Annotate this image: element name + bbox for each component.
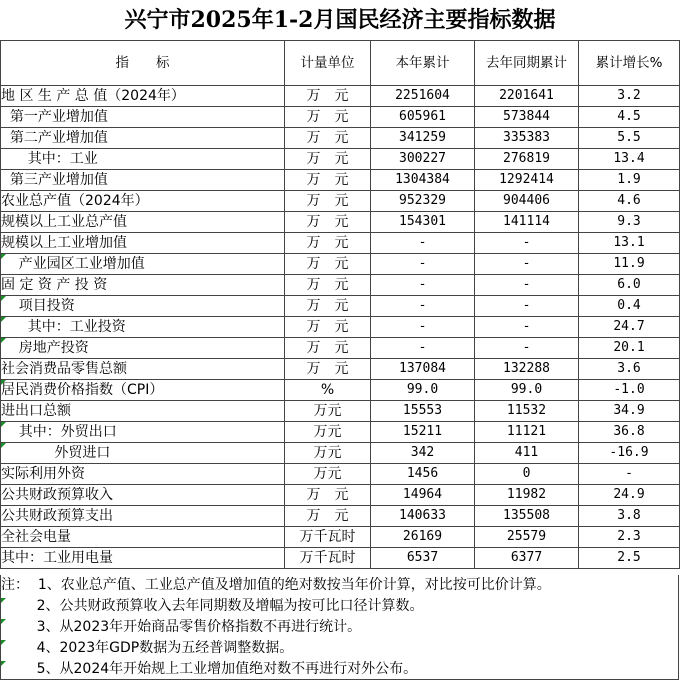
previous-value xyxy=(475,485,579,506)
table-row xyxy=(1,317,680,338)
current-value-text: 2251604 xyxy=(395,88,450,103)
cell-marker-icon xyxy=(1,443,6,448)
previous-value xyxy=(475,359,579,380)
current-value xyxy=(371,86,475,107)
growth-value-text: -16.9 xyxy=(609,445,649,460)
current-value-text: 154301 xyxy=(399,214,446,229)
current-value-text: - xyxy=(418,235,427,250)
previous-value-text: 573844 xyxy=(503,109,550,124)
indicator-name-text: 实际利用外资 xyxy=(1,466,85,482)
indicator-name xyxy=(1,338,285,359)
table-row xyxy=(1,485,680,506)
table-row xyxy=(1,338,680,359)
unit-cell-text: 万 元 xyxy=(306,487,349,503)
current-value-text: 342 xyxy=(410,445,435,460)
indicator-name xyxy=(1,506,285,527)
current-value xyxy=(371,254,475,275)
unit-cell-text: 万 元 xyxy=(306,361,349,377)
note-line xyxy=(1,575,678,596)
note-text: 2、公共财政预算收入去年同期数及增幅为按可比口径计算数。 xyxy=(1,598,424,614)
unit-cell xyxy=(285,149,371,170)
current-value-text: 1456 xyxy=(406,466,439,481)
previous-value xyxy=(475,212,579,233)
table-row xyxy=(1,506,680,527)
table-row xyxy=(1,275,680,296)
current-value xyxy=(371,233,475,254)
growth-value-text: 2.5 xyxy=(617,550,641,565)
cell-marker-icon xyxy=(1,640,6,645)
growth-value xyxy=(579,380,680,401)
table-row xyxy=(1,296,680,317)
growth-value-text: 9.3 xyxy=(617,214,641,229)
growth-value xyxy=(579,107,680,128)
current-value xyxy=(371,275,475,296)
table-row xyxy=(1,191,680,212)
growth-value-text: 13.4 xyxy=(613,151,645,166)
indicator-name xyxy=(1,128,285,149)
indicator-name-text: 规模以上工业总产值 xyxy=(1,214,127,230)
note-line xyxy=(1,617,678,638)
current-value-text: - xyxy=(418,319,427,334)
previous-value xyxy=(475,86,579,107)
unit-cell xyxy=(285,296,371,317)
unit-cell-text: 万 元 xyxy=(306,508,349,524)
previous-value xyxy=(475,191,579,212)
previous-value-text: 132288 xyxy=(503,361,550,376)
page-title: 兴宁市2025年1-2月国民经济主要指标数据 xyxy=(124,7,556,33)
indicator-name-text: 地 区 生 产 总 值（2024年） xyxy=(1,88,185,104)
current-value xyxy=(371,380,475,401)
previous-value-text: 25579 xyxy=(506,529,547,544)
growth-value-text: - xyxy=(625,466,633,481)
growth-value xyxy=(579,422,680,443)
current-value xyxy=(371,317,475,338)
unit-cell xyxy=(285,527,371,548)
previous-value xyxy=(475,317,579,338)
note-text: 3、从2023年开始商品零售价格指数不再进行统计。 xyxy=(1,619,362,635)
unit-cell-text: 万元 xyxy=(313,445,342,461)
current-value-text: 99.0 xyxy=(406,382,439,397)
indicator-name xyxy=(1,296,285,317)
current-value xyxy=(371,149,475,170)
unit-cell-text: 万 元 xyxy=(306,214,349,230)
unit-cell xyxy=(285,506,371,527)
current-value xyxy=(371,443,475,464)
table-row xyxy=(1,212,680,233)
current-value-text: 15553 xyxy=(402,403,443,418)
growth-value xyxy=(579,338,680,359)
indicator-name xyxy=(1,380,285,401)
previous-value-text: 904406 xyxy=(503,193,550,208)
current-value xyxy=(371,401,475,422)
growth-value xyxy=(579,275,680,296)
unit-cell-text: 万千瓦时 xyxy=(299,550,356,566)
growth-value xyxy=(579,485,680,506)
previous-value xyxy=(475,275,579,296)
indicator-name-text: 其中：工业投资 xyxy=(1,319,126,335)
table-body xyxy=(1,86,680,569)
cell-marker-icon xyxy=(1,296,6,301)
previous-value-text: - xyxy=(522,235,531,250)
indicator-name-text: 第三产业增加值 xyxy=(1,172,108,188)
growth-value-text: 3.8 xyxy=(617,508,641,523)
unit-cell-text: 万元 xyxy=(313,424,342,440)
previous-value-text: 411 xyxy=(514,445,539,460)
current-value xyxy=(371,296,475,317)
indicator-name-text: 居民消费价格指数（CPI） xyxy=(1,382,164,398)
unit-cell xyxy=(285,443,371,464)
current-value xyxy=(371,422,475,443)
unit-cell-text: 万千瓦时 xyxy=(299,529,356,545)
growth-value xyxy=(579,359,680,380)
previous-value xyxy=(475,464,579,485)
current-value-text: 300227 xyxy=(399,151,446,166)
previous-value xyxy=(475,443,579,464)
unit-cell-text: 万 元 xyxy=(306,172,349,188)
indicator-name-text: 农业总产值（2024年） xyxy=(1,193,149,209)
unit-cell-text: 万 元 xyxy=(306,256,349,272)
unit-cell xyxy=(285,464,371,485)
previous-value-text: 11982 xyxy=(506,487,547,502)
note-text: 5、从2024年开始规上工业增加值绝对数不再进行对外公布。 xyxy=(1,661,418,677)
indicator-name xyxy=(1,527,285,548)
growth-value xyxy=(579,86,680,107)
growth-value xyxy=(579,401,680,422)
growth-value-text: 11.9 xyxy=(613,256,645,271)
previous-value-text: 11121 xyxy=(506,424,547,439)
current-value xyxy=(371,338,475,359)
growth-value xyxy=(579,212,680,233)
growth-value-text: 36.8 xyxy=(613,424,645,439)
previous-value xyxy=(475,107,579,128)
previous-value xyxy=(475,128,579,149)
previous-value xyxy=(475,506,579,527)
previous-value-text: 0 xyxy=(522,466,531,481)
unit-cell-text: 万元 xyxy=(313,403,342,419)
indicator-name-text: 进出口总额 xyxy=(1,403,71,419)
growth-value xyxy=(579,296,680,317)
indicator-name-text: 规模以上工业增加值 xyxy=(1,235,127,251)
current-value xyxy=(371,485,475,506)
header-indicator: 指 标 xyxy=(1,41,285,86)
header-previous: 去年同期累计 xyxy=(475,41,579,86)
unit-cell xyxy=(285,485,371,506)
growth-value xyxy=(579,170,680,191)
indicator-name-text: 固 定 资 产 投 资 xyxy=(1,277,108,293)
table-row xyxy=(1,170,680,191)
indicator-name xyxy=(1,275,285,296)
indicator-name-text: 第一产业增加值 xyxy=(1,109,108,125)
previous-value xyxy=(475,548,579,569)
previous-value xyxy=(475,527,579,548)
unit-cell xyxy=(285,422,371,443)
current-value-text: - xyxy=(418,256,427,271)
table-row xyxy=(1,527,680,548)
current-value xyxy=(371,548,475,569)
table-row xyxy=(1,107,680,128)
previous-value xyxy=(475,170,579,191)
previous-value xyxy=(475,338,579,359)
current-value-text: 26169 xyxy=(402,529,443,544)
growth-value-text: 24.9 xyxy=(613,487,645,502)
previous-value-text: - xyxy=(522,298,531,313)
growth-value-text: 2.3 xyxy=(617,529,641,544)
table-row xyxy=(1,254,680,275)
current-value xyxy=(371,128,475,149)
current-value xyxy=(371,464,475,485)
growth-value xyxy=(579,149,680,170)
previous-value-text: 2201641 xyxy=(499,88,554,103)
current-value xyxy=(371,359,475,380)
table-row xyxy=(1,233,680,254)
unit-cell xyxy=(285,401,371,422)
unit-cell-text: % xyxy=(320,382,335,398)
unit-cell-text: 万元 xyxy=(313,466,342,482)
current-value xyxy=(371,506,475,527)
current-value-text: 137084 xyxy=(399,361,446,376)
growth-value xyxy=(579,128,680,149)
cell-marker-icon xyxy=(1,661,6,666)
previous-value xyxy=(475,380,579,401)
current-value-text: 952329 xyxy=(399,193,446,208)
table-row xyxy=(1,86,680,107)
growth-value-text: 5.5 xyxy=(617,130,641,145)
previous-value-text: - xyxy=(522,256,531,271)
unit-cell xyxy=(285,170,371,191)
cell-marker-icon xyxy=(1,619,6,624)
indicator-name xyxy=(1,170,285,191)
cell-marker-icon xyxy=(1,380,6,385)
growth-value xyxy=(579,548,680,569)
unit-cell-text: 万 元 xyxy=(306,340,349,356)
current-value-text: - xyxy=(418,298,427,313)
unit-cell xyxy=(285,338,371,359)
indicator-name xyxy=(1,317,285,338)
previous-value xyxy=(475,422,579,443)
unit-cell xyxy=(285,548,371,569)
unit-cell xyxy=(285,86,371,107)
previous-value-text: - xyxy=(522,340,531,355)
growth-value xyxy=(579,527,680,548)
table-row xyxy=(1,401,680,422)
indicator-name-text: 其中：工业 xyxy=(1,151,98,167)
growth-value xyxy=(579,443,680,464)
growth-value-text: 3.6 xyxy=(617,361,641,376)
current-value-text: 341259 xyxy=(399,130,446,145)
indicator-name xyxy=(1,443,285,464)
previous-value-text: 99.0 xyxy=(510,382,543,397)
growth-value xyxy=(579,191,680,212)
indicator-name xyxy=(1,422,285,443)
growth-value-text: 34.9 xyxy=(613,403,645,418)
indicator-name xyxy=(1,464,285,485)
growth-value-text: 13.1 xyxy=(613,235,645,250)
note-line xyxy=(1,638,678,659)
indicator-name-text: 产业园区工业增加值 xyxy=(1,256,145,272)
table-row xyxy=(1,380,680,401)
growth-value-text: 0.4 xyxy=(617,298,641,313)
unit-cell xyxy=(285,359,371,380)
previous-value xyxy=(475,254,579,275)
indicator-name-text: 外贸进口 xyxy=(1,445,111,461)
unit-cell xyxy=(285,380,371,401)
current-value-text: 605961 xyxy=(399,109,446,124)
previous-value xyxy=(475,296,579,317)
header-current: 本年累计 xyxy=(371,41,475,86)
note-line xyxy=(1,596,678,617)
current-value-text: - xyxy=(418,277,427,292)
growth-value xyxy=(579,317,680,338)
current-value-text: - xyxy=(418,340,427,355)
indicator-name xyxy=(1,149,285,170)
current-value-text: 140633 xyxy=(399,508,446,523)
indicator-name xyxy=(1,401,285,422)
note-text: 4、2023年GDP数据为五经普调整数据。 xyxy=(1,640,294,656)
table-row xyxy=(1,359,680,380)
indicator-name xyxy=(1,485,285,506)
current-value xyxy=(371,191,475,212)
current-value-text: 15211 xyxy=(402,424,443,439)
previous-value-text: - xyxy=(522,277,531,292)
indicator-name-text: 项目投资 xyxy=(1,298,75,314)
previous-value-text: 1292414 xyxy=(499,172,554,187)
indicator-name-text: 公共财政预算收入 xyxy=(1,487,113,503)
previous-value-text: - xyxy=(522,319,531,334)
indicator-name-text: 其中：外贸出口 xyxy=(1,424,117,440)
unit-cell-text: 万 元 xyxy=(306,277,349,293)
cell-marker-icon xyxy=(1,317,6,322)
indicator-name-text: 公共财政预算支出 xyxy=(1,508,113,524)
previous-value-text: 335383 xyxy=(503,130,550,145)
previous-value-text: 135508 xyxy=(503,508,550,523)
growth-value-text: 20.1 xyxy=(613,340,645,355)
unit-cell-text: 万 元 xyxy=(306,193,349,209)
cell-marker-icon xyxy=(1,422,6,427)
cell-marker-icon xyxy=(1,254,6,259)
unit-cell-text: 万 元 xyxy=(306,319,349,335)
indicator-table xyxy=(0,40,680,569)
current-value xyxy=(371,527,475,548)
indicator-name xyxy=(1,254,285,275)
growth-value-text: 24.7 xyxy=(613,319,645,334)
previous-value xyxy=(475,233,579,254)
table-row xyxy=(1,422,680,443)
indicator-name-text: 全社会电量 xyxy=(1,529,71,545)
indicator-name-text: 其中：工业用电量 xyxy=(1,550,113,566)
header-growth: 累计增长% xyxy=(579,41,680,86)
unit-cell-text: 万 元 xyxy=(306,298,349,314)
unit-cell xyxy=(285,191,371,212)
notes-section xyxy=(0,575,679,680)
current-value-text: 6537 xyxy=(406,550,439,565)
growth-value-text: 3.2 xyxy=(617,88,641,103)
unit-cell xyxy=(285,128,371,149)
growth-value xyxy=(579,233,680,254)
unit-cell xyxy=(285,275,371,296)
note-line xyxy=(1,659,678,680)
unit-cell xyxy=(285,254,371,275)
table-row xyxy=(1,128,680,149)
cell-marker-icon xyxy=(1,598,6,603)
unit-cell-text: 万 元 xyxy=(306,130,349,146)
unit-cell xyxy=(285,233,371,254)
indicator-name-text: 房地产投资 xyxy=(1,340,89,356)
indicator-name xyxy=(1,107,285,128)
indicator-name xyxy=(1,233,285,254)
unit-cell xyxy=(285,317,371,338)
unit-cell xyxy=(285,107,371,128)
table-row xyxy=(1,548,680,569)
current-value-text: 14964 xyxy=(402,487,443,502)
growth-value-text: 4.5 xyxy=(617,109,641,124)
growth-value xyxy=(579,254,680,275)
indicator-name xyxy=(1,86,285,107)
indicator-name xyxy=(1,212,285,233)
header-unit: 计量单位 xyxy=(285,41,371,86)
table-row xyxy=(1,443,680,464)
unit-cell-text: 万 元 xyxy=(306,109,349,125)
growth-value-text: 6.0 xyxy=(617,277,641,292)
current-value xyxy=(371,170,475,191)
previous-value-text: 6377 xyxy=(510,550,543,565)
previous-value-text: 141114 xyxy=(503,214,550,229)
growth-value xyxy=(579,506,680,527)
cell-marker-icon xyxy=(1,338,6,343)
previous-value-text: 11532 xyxy=(506,403,547,418)
indicator-name xyxy=(1,191,285,212)
unit-cell xyxy=(285,212,371,233)
unit-cell-text: 万 元 xyxy=(306,151,349,167)
indicator-name xyxy=(1,548,285,569)
growth-value-text: -1.0 xyxy=(613,382,645,397)
indicator-name-text: 社会消费品零售总额 xyxy=(1,361,127,377)
table-header-row xyxy=(1,41,680,86)
previous-value xyxy=(475,149,579,170)
indicator-name-text: 第二产业增加值 xyxy=(1,130,108,146)
growth-value-text: 4.6 xyxy=(617,193,641,208)
table-row xyxy=(1,149,680,170)
note-text: 注： 1、农业总产值、工业总产值及增加值的绝对数按当年价计算，对比按可比价计算。 xyxy=(1,577,551,593)
current-value-text: 1304384 xyxy=(395,172,450,187)
unit-cell-text: 万 元 xyxy=(306,235,349,251)
current-value xyxy=(371,212,475,233)
current-value xyxy=(371,107,475,128)
table-row xyxy=(1,464,680,485)
growth-value-text: 1.9 xyxy=(617,172,641,187)
previous-value xyxy=(475,401,579,422)
unit-cell-text: 万 元 xyxy=(306,88,349,104)
growth-value xyxy=(579,464,680,485)
indicator-name xyxy=(1,359,285,380)
previous-value-text: 276819 xyxy=(503,151,550,166)
